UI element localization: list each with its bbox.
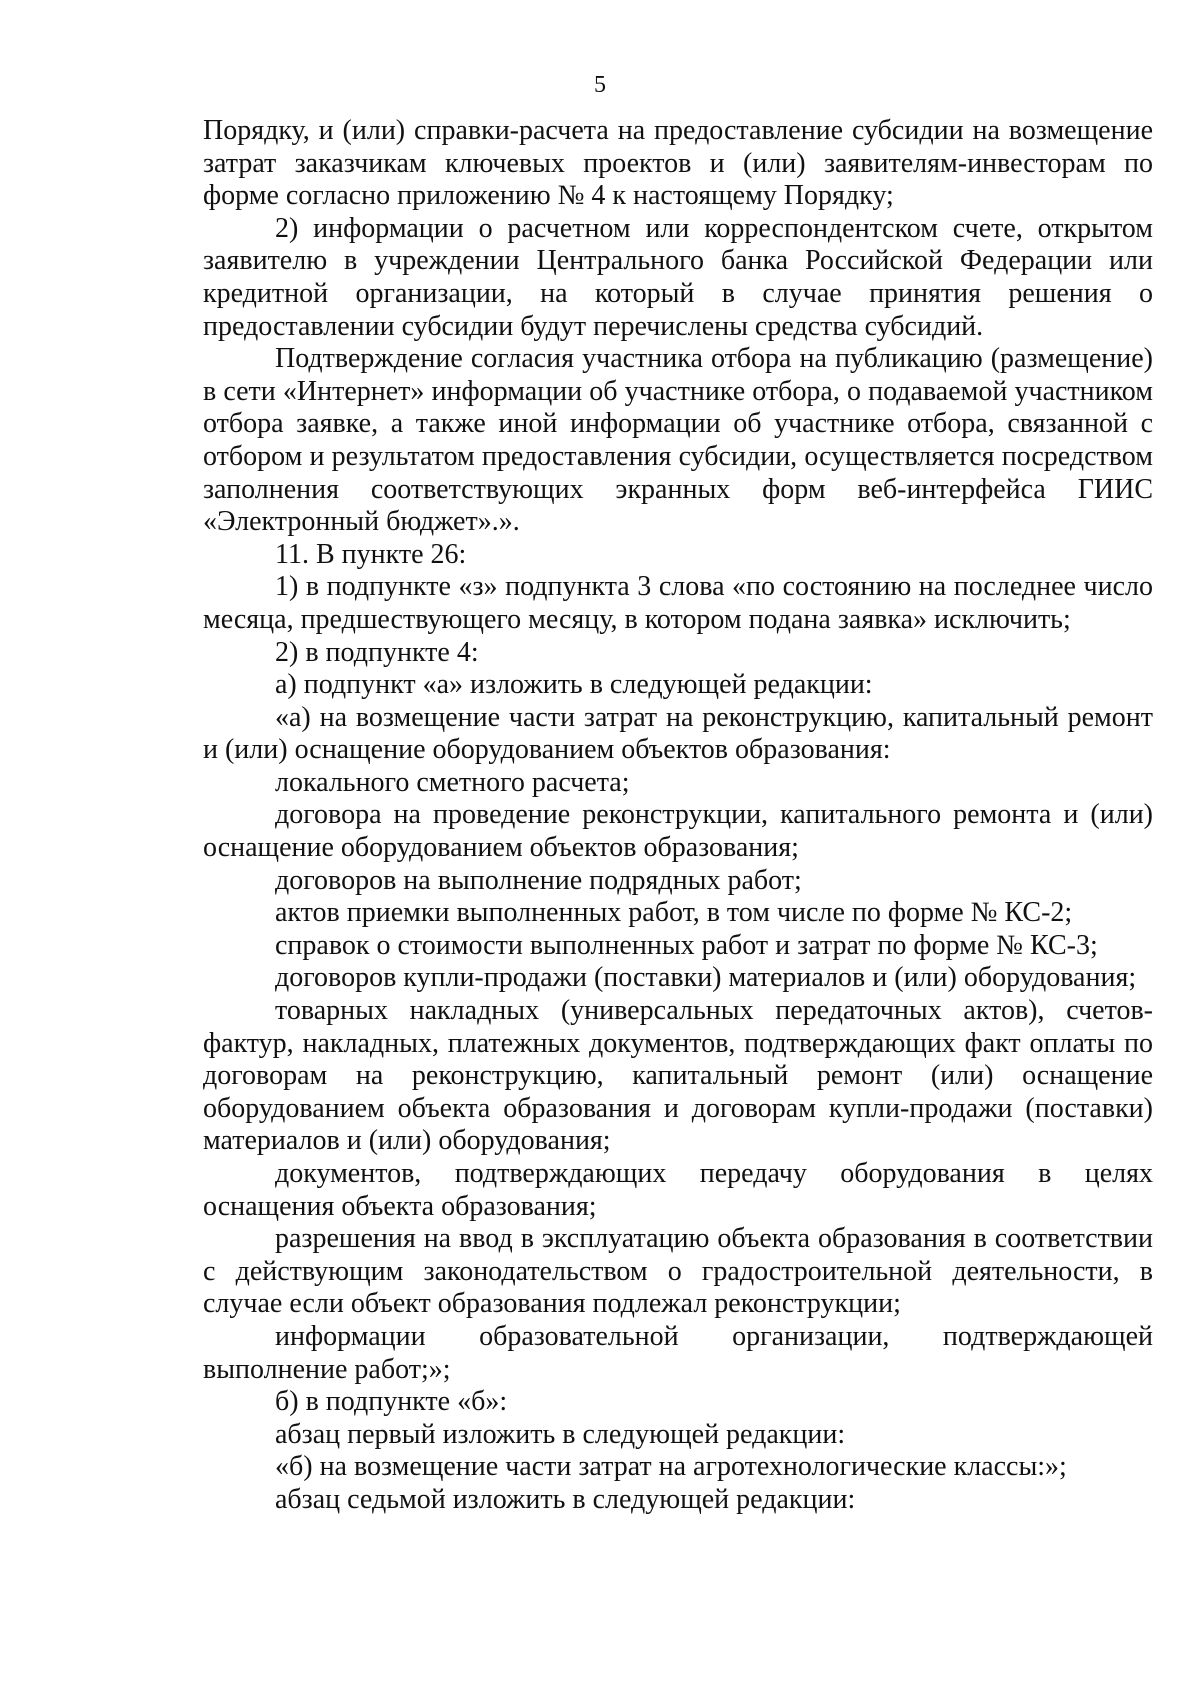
paragraph: актов приемки выполненных работ, в том числе по форме № КС-2; [275, 897, 1073, 929]
page-number: 5 [594, 72, 606, 98]
paragraph: «б) на возмещение части затрат на агротехнологические классы:»; [275, 1451, 1067, 1483]
paragraph: «а) на возмещение части затрат на реконструкцию, капитальный ремонт и (или) оснащение оборудованием объектов образования: [203, 701, 1153, 766]
paragraph: 2) в подпункте 4: [275, 636, 479, 668]
paragraph: договоров купли-продажи (поставки) материалов и (или) оборудования; [275, 962, 1137, 994]
paragraph: 11. В пункте 26: [275, 538, 467, 570]
paragraph: документов, подтверждающих передачу оборудования в целях оснащения объекта образования; [203, 1158, 1153, 1222]
paragraph: разрешения на ввод в эксплуатацию объекта образования в соответствии с действующим законодательством о градостроительной деятельности, в случае если объект образования подлежал реконструкции; [203, 1223, 1153, 1320]
paragraph: локального сметного расчета; [275, 766, 630, 798]
paragraph: б) в подпункте «б»: [275, 1386, 508, 1418]
paragraph: справок о стоимости выполненных работ и затрат по форме № КС-3; [275, 929, 1098, 961]
paragraph: абзац седьмой изложить в следующей редакции: [275, 1483, 856, 1515]
paragraph: товарных накладных (универсальных передаточных актов), счетов-фактур, накладных, платежных документов, подтверждающих факт оплаты по договорам на реконструкцию, капитальный ремонт (или) оснащение оборудованием объекта образования и договорам купли-продажи (поставки) материалов и (или) оборудования; [203, 995, 1153, 1157]
paragraph: абзац первый изложить в следующей редакции: [275, 1418, 846, 1450]
paragraph: 2) информации о расчетном или корреспондентском счете, открытом заявителю в учреждении Центрального банка Российской Федерации или кредитной организации, на который в случае принятия решения о предоставлении субсидии будут перечислены средства субсидий. [203, 212, 1153, 342]
paragraph: договора на проведение реконструкции, капитального ремонта и (или) оснащение оборудованием объектов образования; [203, 799, 1153, 864]
paragraph: а) подпункт «а» изложить в следующей редакции: [275, 669, 873, 701]
paragraph: информации образовательной организации, подтверждающей выполнение работ;»; [203, 1320, 1153, 1385]
paragraph: 1) в подпункте «з» подпункта 3 слова «по состоянию на последнее число месяца, предшествующего месяцу, в котором подана заявка» исключить; [203, 571, 1153, 635]
paragraph: Подтверждение согласия участника отбора на публикацию (размещение) в сети «Интернет» информации об участнике отбора, о подаваемой участником отбора заявке, а также иной информации об участнике отбора, связанной с отбором и результатом предоставления субсидии, осуществляется посредством заполнения соответствующих экранных форм веб-интерфейса ГИИС «Электронный бюджет».». [203, 343, 1153, 538]
paragraph: Порядку, и (или) справки-расчета на предоставление субсидии на возмещение затрат заказчикам ключевых проектов и (или) заявителям-инвесторам по форме согласно приложению № 4 к настоящему Порядку; [203, 115, 1153, 212]
document-body [203, 115, 1153, 1517]
paragraph: договоров на выполнение подрядных работ; [275, 864, 802, 896]
